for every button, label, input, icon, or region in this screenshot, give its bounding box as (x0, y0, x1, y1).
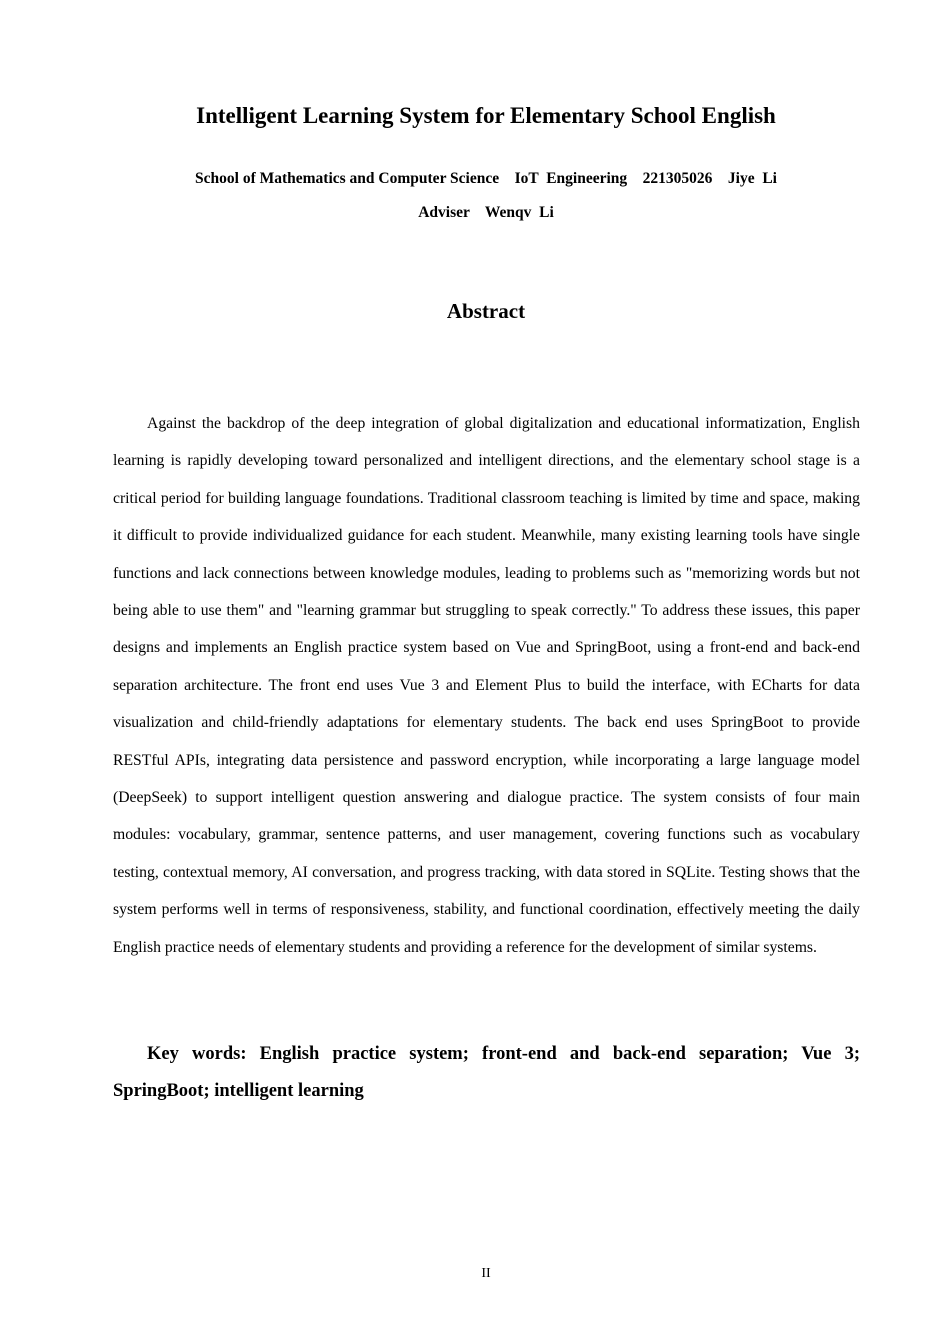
abstract-heading: Abstract (446, 299, 526, 323)
abstract-paragraph: Against the backdrop of the deep integration of global digitalization and educational informatization, English learning is rapidly developing toward personalized and intelligent directions, and the elementary school stage is a critical period for building language foundations. Traditional classroom teaching is limited by time and space, making it difficult to provide individualized guidance for each student. Meanwhile, many existing learning tools have single functions and lack connections between knowledge modules, leading to problems such as "memorizing words but not being able to use them" and "learning grammar but struggling to speak correctly." To address these issues, this paper designs and implements an English practice system based on Vue and SpringBoot, using a front-end and back-end separation architecture. The front end uses Vue 3 and Element Plus to build the interface, with ECharts for data visualization and child-friendly adaptations for elementary students. The back end uses SpringBoot to provide RESTful APIs, integrating data persistence and password encryption, while incorporating a large language model (DeepSeek) to support intelligent question answering and dialogue practice. The system consists of four main modules: vocabulary, grammar, sentence patterns, and user management, covering functions such as vocabulary testing, contextual memory, AI conversation, and progress tracking, with data stored in SQLite. Testing shows that the system performs well in terms of responsiveness, stability, and functional coordination, effectively meeting the daily English practice needs of elementary students and providing a reference for the development of similar systems. (113, 415, 860, 956)
author-line: School of Mathematics and Computer Science IoT Engineering 221305026 Jiye Li (195, 170, 777, 187)
document-title: Intelligent Learning System for Elementary School English (196, 103, 776, 128)
keywords-paragraph: Key words: English practice system; front-end and back-end separation; Vue 3; SpringBoot; intelligent learning (113, 1044, 860, 1101)
adviser-line: Adviser Wenqv Li (418, 204, 554, 221)
page-number: II (481, 1266, 491, 1281)
